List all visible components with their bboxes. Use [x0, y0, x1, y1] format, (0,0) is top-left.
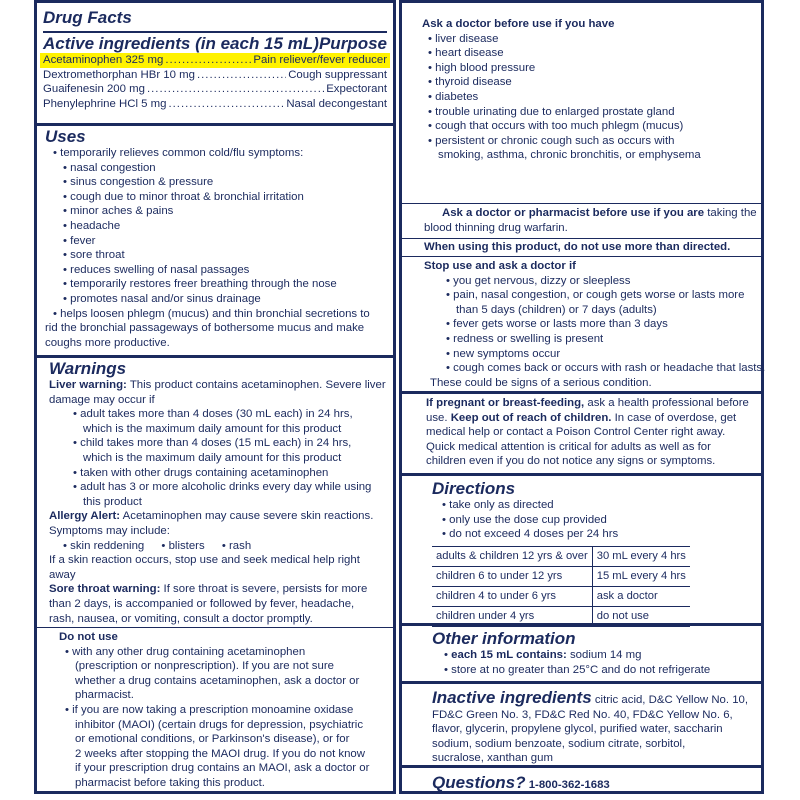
- liver-warning-text: This product contains acetaminophen. Severe liver: [126, 379, 386, 391]
- ingredient-row: [43, 68, 387, 83]
- dosage-amount: ask a doctor: [592, 586, 690, 606]
- do-not-use-section: [37, 627, 393, 791]
- ask-doctor-section: [402, 17, 761, 163]
- drug-facts-header: [37, 9, 393, 111]
- questions-section: [402, 765, 761, 793]
- uses-section: [37, 123, 393, 350]
- stop-use-list: [424, 274, 766, 376]
- ask-pharmacist-line2: blood thinning drug warfarin.: [424, 221, 568, 234]
- allergy-symptoms-intro: Symptoms may include:: [49, 524, 170, 537]
- uses-symptom: • sinus congestion & pressure: [63, 176, 214, 189]
- inactive-line: sodium, sodium benzoate, sodium citrate, sorbitol,: [432, 737, 686, 750]
- inactive-line: flavor, glycerin, propylene glycol, purified water, saccharin: [432, 723, 723, 736]
- pregnant-section: [402, 391, 761, 469]
- pregnant-text: ask a health professional before: [584, 397, 749, 409]
- other-info-item2-text: store at no greater than 25°C and do not refrigerate: [451, 663, 711, 676]
- liver-items-list: [49, 407, 385, 509]
- liver-warning-item: • adult takes more than 4 doses (30 mL each) in 24 hrs,: [73, 408, 353, 421]
- inactive-line: FD&C Green No. 3, FD&C Red No. 40, FD&C Yellow No. 6,: [432, 708, 733, 721]
- ingredient-purpose: Cough suppressant: [288, 68, 387, 81]
- allergy-after-1: If a skin reaction occurs, stop use and seek medical help right: [49, 554, 360, 567]
- drug-facts-title: Drug Facts: [43, 8, 132, 27]
- ask-doctor-list: [422, 32, 753, 163]
- ingredient-row: [40, 53, 390, 68]
- dosage-row: [432, 546, 690, 566]
- liver-warning-text-2: damage may occur if: [49, 393, 155, 406]
- left-column: [34, 0, 396, 794]
- allergy-after-2: away: [49, 568, 76, 581]
- uses-phlegm: [45, 307, 385, 351]
- ingredient-name: Phenylephrine HCl 5 mg: [43, 97, 167, 110]
- other-info-title: Other information: [432, 629, 576, 648]
- pregnant-line: medical help or contact a Poison Control Center right away.: [426, 426, 726, 439]
- other-info-item1-bold: each 15 mL contains:: [451, 649, 567, 661]
- when-using-text: When using this product, do not use more than directed.: [424, 241, 731, 253]
- inactive-lines: [432, 708, 753, 766]
- dosage-amount: do not use: [592, 606, 690, 626]
- ask-doctor-item: • diabetes: [428, 90, 479, 103]
- allergy-item: skin reddening: [70, 539, 145, 552]
- stop-use-item: • pain, nasal congestion, or cough gets worse or lasts more: [446, 289, 745, 302]
- stop-use-item: • you get nervous, dizzy or sleepless: [446, 274, 631, 287]
- do-not-use-item: if your prescription drug contains an MAOI, ask a doctor or: [75, 762, 370, 775]
- uses-phlegm-line: rid the bronchial passageways of bothersome mucus and make: [45, 322, 365, 335]
- dosage-row: [432, 586, 690, 606]
- stop-use-item: than 5 days (children) or 7 days (adults): [456, 303, 657, 316]
- stop-use-title: Stop use and ask a doctor if: [424, 260, 576, 272]
- phone-number[interactable]: 1-800-362-1683: [528, 779, 610, 791]
- directions-list: [432, 498, 753, 542]
- sore-throat-line: rash, nausea, or vomiting, consult a doctor promptly.: [49, 612, 313, 625]
- liver-warning-item: which is the maximum daily amount for this product: [83, 422, 342, 435]
- allergy-alert-text: Acetaminophen may cause severe skin reactions.: [120, 510, 374, 523]
- dosage-row: [432, 566, 690, 586]
- active-ingredients-title: Active ingredients (in each 15 mL): [43, 34, 319, 53]
- ingredient-purpose: Expectorant: [326, 83, 387, 96]
- dosage-age: children 4 to under 6 yrs: [432, 586, 592, 606]
- allergy-item: blisters: [168, 539, 205, 552]
- liver-warning-item: this product: [83, 495, 142, 508]
- uses-symptom: • temporarily restores freer breathing through the nose: [63, 278, 337, 291]
- pregnant-line: Quick medical attention is critical for adults as well as for: [426, 440, 711, 453]
- uses-phlegm-line: coughs more productive.: [45, 336, 170, 349]
- ingredient-name: Guaifenesin 200 mg: [43, 83, 145, 96]
- dot-leader: [165, 53, 251, 68]
- uses-symptom: • cough due to minor throat & bronchial irritation: [63, 190, 304, 203]
- when-using-section: [402, 238, 761, 255]
- ingredient-purpose: Pain reliever/fever reducer: [253, 54, 387, 66]
- liver-warning-item: which is the maximum daily amount for this product: [83, 451, 342, 464]
- allergy-alert-label: Allergy Alert:: [49, 510, 121, 523]
- inactive-title: Inactive ingredients: [432, 688, 592, 707]
- uses-symptom: • sore throat: [63, 249, 125, 262]
- ask-pharmacist-section: [402, 203, 761, 235]
- direction-item: • take only as directed: [442, 499, 554, 511]
- dosage-age: children under 4 yrs: [432, 606, 592, 626]
- sore-throat-label: Sore throat warning:: [49, 583, 161, 596]
- ingredient-purpose: Nasal decongestant: [286, 97, 387, 110]
- inactive-first: citric acid, D&C Yellow No. 10,: [591, 694, 749, 706]
- dot-leader: [197, 68, 286, 83]
- uses-symptom: • fever: [63, 234, 96, 247]
- pregnant-text-2b: In case of overdose, get: [611, 411, 737, 424]
- inactive-section: [402, 681, 761, 766]
- stop-use-after: These could be signs of a serious condition.: [430, 376, 652, 389]
- warnings-title: Warnings: [49, 359, 127, 378]
- other-info-item: • each 15 mL contains: sodium 14 mg: [444, 649, 642, 661]
- liver-warning-item: • child takes more than 4 doses (15 mL each) in 24 hrs,: [73, 437, 352, 450]
- ingredients-list: [43, 53, 387, 111]
- do-not-use-item: pharmacist.: [75, 689, 134, 702]
- dosage-age: adults & children 12 yrs & over: [432, 546, 592, 566]
- warnings-section: [37, 355, 393, 626]
- stop-use-item: • cough comes back or occurs with rash or headache that lasts.: [446, 362, 766, 375]
- dosage-amount: 30 mL every 4 hrs: [592, 546, 690, 566]
- ask-doctor-item: • high blood pressure: [428, 61, 536, 74]
- ask-pharmacist-text: taking the: [704, 207, 757, 219]
- uses-symptom: • reduces swelling of nasal passages: [63, 263, 250, 276]
- dot-leader: [168, 97, 284, 112]
- do-not-use-item: 2 weeks after stopping the MAOI drug. If you do not know: [75, 747, 365, 760]
- liver-warning-label: Liver warning:: [49, 379, 127, 391]
- dosage-amount: 15 mL every 4 hrs: [592, 566, 690, 586]
- ask-doctor-item: • thyroid disease: [428, 76, 512, 89]
- purpose-title: Purpose: [318, 34, 387, 53]
- ingredient-name: Acetaminophen 325 mg: [43, 54, 164, 66]
- uses-symptom: • nasal congestion: [63, 161, 156, 174]
- questions-title: Questions?: [432, 773, 526, 792]
- ask-doctor-item: • liver disease: [428, 32, 499, 45]
- other-info-section: [402, 623, 761, 677]
- ingredient-row: [43, 82, 387, 97]
- pregnant-bold: If pregnant or breast-feeding,: [426, 397, 585, 409]
- ask-doctor-item: • persistent or chronic cough such as occurs with: [428, 134, 675, 147]
- stop-use-item: • new symptoms occur: [446, 347, 561, 360]
- right-column: [399, 0, 764, 794]
- do-not-use-item: pharmacist before taking this product.: [75, 776, 265, 789]
- stop-use-item: • fever gets worse or lasts more than 3 days: [446, 318, 668, 331]
- dosage-table: [432, 546, 690, 627]
- do-not-use-item: or emotional conditions, or Parkinson's disease), or for: [75, 733, 350, 746]
- uses-symptom: • promotes nasal and/or sinus drainage: [63, 292, 261, 305]
- ask-doctor-item: • cough that occurs with too much phlegm (mucus): [428, 120, 684, 133]
- directions-title: Directions: [432, 479, 516, 498]
- ask-doctor-title: Ask a doctor before use if you have: [422, 18, 615, 30]
- other-info-item: • store at no greater than 25°C and do not refrigerate: [444, 663, 711, 676]
- inactive-line: sucralose, xanthan gum: [432, 752, 553, 765]
- uses-symptom: • headache: [63, 219, 121, 232]
- uses-intro: • temporarily relieves common cold/flu symptoms:: [53, 147, 304, 159]
- uses-symptom: • minor aches & pains: [63, 205, 174, 218]
- allergy-item: rash: [229, 539, 252, 552]
- keep-out-of-reach: Keep out of reach of children.: [450, 411, 612, 424]
- do-not-use-item: inhibitor (MAOI) (certain drugs for depression, psychiatric: [75, 718, 364, 731]
- liver-warning-item: • taken with other drugs containing acetaminophen: [73, 466, 329, 479]
- ingredient-row: [43, 97, 387, 112]
- other-info-item1-text: sodium 14 mg: [566, 649, 642, 661]
- do-not-use-item: (prescription or nonprescription). If you are not sure: [75, 660, 334, 673]
- stop-use-item: • redness or swelling is present: [446, 332, 604, 345]
- uses-intro-text: temporarily relieves common cold/flu symptoms:: [60, 147, 304, 159]
- ask-pharmacist-bold: Ask a doctor or pharmacist before use if you are: [442, 207, 705, 219]
- ask-doctor-item: smoking, asthma, chronic bronchitis, or emphysema: [438, 149, 701, 162]
- directions-section: [402, 473, 761, 627]
- stop-use-section: [402, 256, 766, 390]
- do-not-use-title: Do not use: [59, 631, 118, 643]
- uses-phlegm-line: • helps loosen phlegm (mucus) and thin bronchial secretions to: [53, 307, 370, 320]
- do-not-use-item: • with any other drug containing acetaminophen: [65, 645, 306, 658]
- do-not-use-item: whether a drug contains acetaminophen, ask a doctor or: [75, 674, 360, 687]
- sore-throat-text: If sore throat is severe, persists for more: [160, 583, 368, 596]
- liver-warning-item: • adult has 3 or more alcoholic drinks every day while using: [73, 481, 372, 494]
- do-not-use-list: [59, 645, 385, 791]
- ask-doctor-item: • heart disease: [428, 47, 504, 60]
- uses-title: Uses: [45, 127, 86, 146]
- direction-item: • only use the dose cup provided: [442, 513, 607, 526]
- pregnant-line: children even if you do not notice any signs or symptoms.: [426, 455, 716, 468]
- do-not-use-item: • if you are now taking a prescription monoamine oxidase: [65, 703, 354, 716]
- ask-doctor-item: • trouble urinating due to enlarged prostate gland: [428, 105, 675, 118]
- allergy-items: • skin reddening • blisters • rash: [63, 539, 252, 552]
- dosage-age: children 6 to under 12 yrs: [432, 566, 592, 586]
- uses-symptoms-list: [45, 161, 385, 307]
- pregnant-text-2a: use.: [426, 411, 451, 424]
- ingredient-name: Dextromethorphan HBr 10 mg: [43, 68, 195, 81]
- active-ingredients-header: [43, 35, 387, 53]
- direction-item: • do not exceed 4 doses per 24 hrs: [442, 528, 619, 541]
- dot-leader: [147, 82, 324, 97]
- sore-throat-line: than 2 days, is accompanied or followed by fever, headache,: [49, 597, 355, 610]
